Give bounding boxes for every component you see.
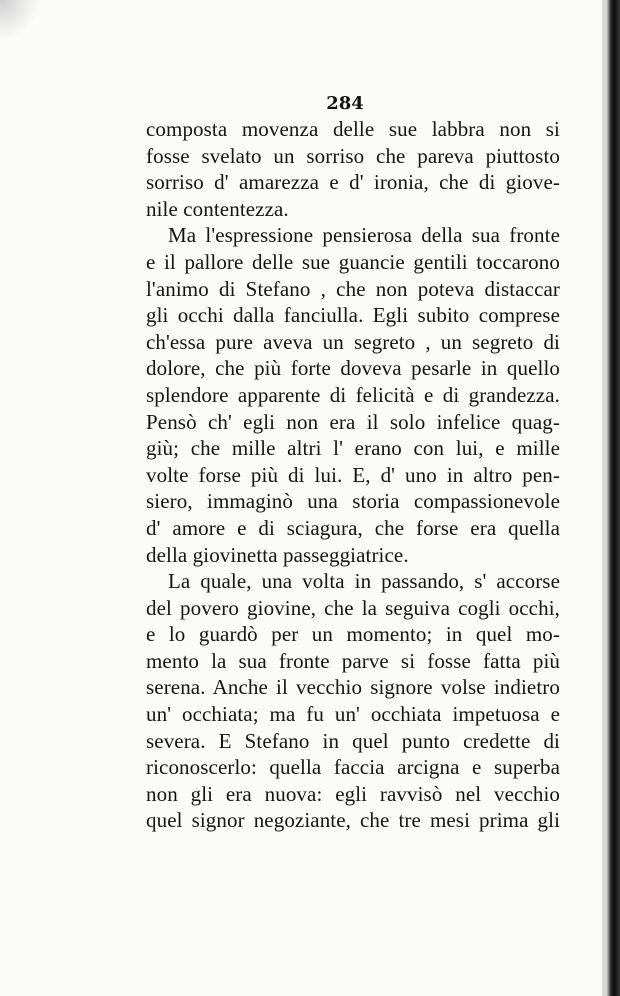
text-line: non gli era nuova: egli ravvisò nel vecchio [146, 781, 560, 806]
text-line: riconoscerlo: quella faccia arcigna e superba [146, 755, 560, 780]
text-line: volte forse più di lui. E, d' uno in altro pen- [146, 462, 560, 487]
text-line: nile contentezza. [146, 196, 289, 221]
text-line: del povero giovine, che la seguiva cogli occhi, [146, 595, 560, 620]
text-line: fosse svelato un sorriso che pareva piuttosto [146, 143, 560, 168]
text-line: severa. E Stefano in quel punto credette di [146, 728, 560, 753]
text-line: d' amore e di sciagura, che forse era quella [146, 515, 560, 540]
text-line: della giovinetta passeggiatrice. [146, 542, 409, 567]
text-line: siero, immaginò una storia compassionevole [146, 489, 560, 514]
text-line: mento la sua fronte parve si fosse fatta più [146, 648, 560, 673]
text-line: serena. Anche il vecchio signore volse indietro [146, 675, 560, 700]
text-line: Ma l'espressione pensierosa della sua fronte [168, 223, 560, 248]
text-line: e lo guardò per un momento; in quel mo- [146, 622, 560, 647]
text-line: e il pallore delle sue guancie gentili toccarono [146, 249, 560, 274]
page-number: 284 [326, 93, 364, 114]
body-text [146, 116, 560, 834]
text-line: splendore apparente di felicità e di grandezza. [146, 382, 560, 407]
text-line: dolore, che più forte doveva pesarle in quello [146, 356, 560, 381]
text-line: un' occhiata; ma fu un' occhiata impetuosa e [146, 702, 560, 727]
text-line: ch'essa pure aveva un segreto , un segreto di [146, 329, 560, 354]
book-spine-edge [606, 0, 620, 996]
page-corner-shadow [0, 0, 40, 40]
text-line: l'animo di Stefano , che non poteva distaccar [146, 276, 560, 301]
text-line: composta movenza delle sue labbra non si [146, 117, 560, 141]
text-line: La quale, una volta in passando, s' accorse [168, 569, 560, 594]
text-line: gli occhi dalla fanciulla. Egli subito comprese [146, 303, 560, 328]
text-line: giù; che mille altri l' erano con lui, e mille [146, 436, 560, 461]
text-line: quel signor negoziante, che tre mesi prima gli [146, 808, 560, 833]
text-line: sorriso d' amarezza e d' ironia, che di giove- [146, 170, 560, 195]
text-line: Pensò ch' egli non era il solo infelice quag- [146, 409, 560, 434]
